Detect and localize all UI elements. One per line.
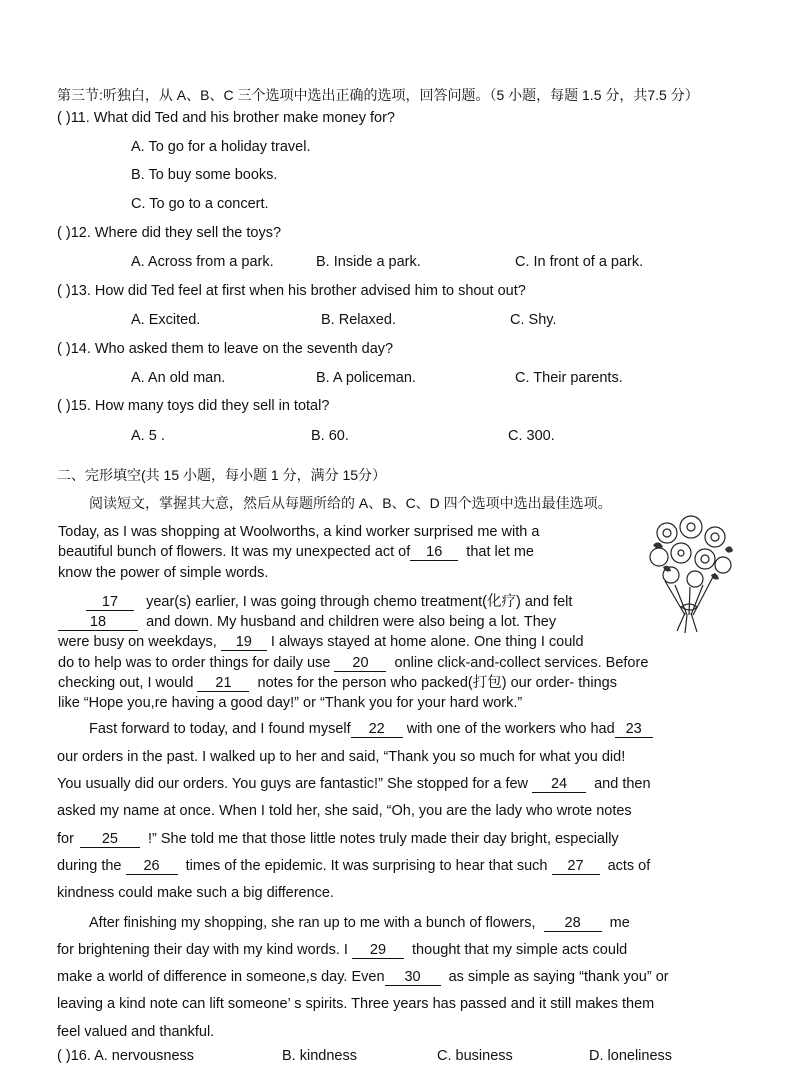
option-a: A. Across from a park. (131, 254, 274, 270)
option-c: C. business (437, 1048, 513, 1064)
option-c: C. Their parents. (515, 370, 623, 386)
passage-line: like “Hope you,re having a good day!” or “Thank you for your hard work.” (58, 695, 523, 711)
passage-line: asked my name at once. When I told her, she said, “Oh, you are the lady who wrote notes (57, 803, 632, 819)
option-a: A. 5 . (131, 428, 165, 444)
answer-paren: ( ) (57, 110, 71, 126)
blank-28[interactable]: 28 (544, 915, 602, 932)
option-a: A. To go for a holiday travel. (131, 139, 311, 155)
flower-bouquet-icon (645, 515, 735, 635)
question-stem: 15. How many toys did they sell in total? (70, 398, 330, 414)
option-b: B. To buy some books. (131, 167, 278, 183)
part-heading: 二、完形填空(共 15 小题，每小题 1 分，满分 15分） (57, 467, 387, 483)
blank-23[interactable]: 23 (615, 721, 653, 738)
blank-30[interactable]: 30 (385, 969, 441, 986)
blank-27[interactable]: 27 (552, 858, 600, 875)
blank-26[interactable]: 26 (126, 858, 178, 875)
passage-line: Fast forward to today, and I found myself 22 with one of the workers who had 23 (89, 720, 653, 738)
question-15 (57, 397, 329, 415)
passage-line: make a world of difference in someone,s day. Even 30 as simple as saying “thank you” or (57, 969, 669, 985)
passage-line: 18 and down. My husband and children were also being a lot. They (58, 613, 556, 631)
question-stem: 13. How did Ted feel at first when his brother advised him to shout out? (70, 283, 526, 299)
option-c: C. In front of a park. (515, 254, 644, 270)
option-c: C. Shy. (510, 312, 557, 328)
passage-line: leaving a kind note can lift someone’ s spirits. Three years has passed and it still makes them (57, 996, 655, 1012)
option-b: B. Relaxed. (321, 312, 396, 328)
question-stem: 14. Who asked them to leave on the seventh day? (70, 341, 394, 357)
blank-21[interactable]: 21 (197, 675, 249, 692)
passage-line: You usually did our orders. You guys are fantastic!” She stopped for a few 24 and then (57, 776, 651, 792)
passage-line: beautiful bunch of flowers. It was my unexpected act of 16 that let me (58, 544, 534, 560)
question-stem: 16. A. nervousness (70, 1048, 195, 1064)
option-a: A. Excited. (131, 312, 201, 328)
instruction: 阅读短文，掌握其大意，然后从每题所给的 A、B、C、D 四个选项中选出最佳选项。 (89, 495, 612, 511)
question-11 (57, 109, 395, 127)
option-b: B. kindness (282, 1048, 357, 1064)
passage-line: After finishing my shopping, she ran up to me with a bunch of flowers, 28 me (89, 915, 630, 931)
section-heading: 第三节:听独白，从 A、B、C 三个选项中选出正确的选项，回答问题。（5 小题，每题 1.5 分，共7.5 分） (57, 87, 699, 103)
blank-29[interactable]: 29 (352, 942, 404, 959)
answer-paren: ( ) (57, 225, 71, 241)
option-d: D. loneliness (589, 1048, 673, 1064)
blank-22[interactable]: 22 (351, 721, 403, 738)
passage-line: for brightening their day with my kind words. I 29 thought that my simple acts could (57, 942, 628, 958)
option-b: B. A policeman. (316, 370, 416, 386)
question-13 (57, 282, 526, 300)
passage-line: our orders in the past. I walked up to her and said, “Thank you so much for what you did! (57, 749, 626, 765)
question-16 (57, 1047, 194, 1065)
blank-18[interactable]: 18 (58, 614, 138, 631)
passage-line: were busy on weekdays, 19 I always stayed at home alone. One thing I could (58, 634, 584, 650)
passage-line: kindness could make such a big difference. (57, 885, 335, 901)
answer-paren: ( ) (57, 398, 71, 414)
passage-line: 17 year(s) earlier, I was going through chemo treatment(化疗) and felt (58, 593, 572, 611)
passage-line: feel valued and thankful. (57, 1024, 215, 1040)
passage-line: checking out, I would 21 notes for the person who packed(打包) our order- things (58, 675, 617, 691)
passage-line: know the power of simple words. (58, 565, 269, 581)
blank-24[interactable]: 24 (532, 776, 586, 793)
question-14 (57, 340, 393, 358)
question-stem: 12. Where did they sell the toys? (70, 225, 282, 241)
passage-line: for 25 !” She told me that those little notes truly made their day bright, especially (57, 831, 619, 847)
option-c: C. 300. (508, 428, 555, 444)
option-c: C. To go to a concert. (131, 196, 269, 212)
option-b: B. Inside a park. (316, 254, 421, 270)
blank-25[interactable]: 25 (80, 831, 140, 848)
blank-17[interactable]: 17 (86, 594, 134, 611)
blank-20[interactable]: 20 (334, 655, 386, 672)
answer-paren: ( ) (57, 1048, 71, 1064)
option-b: B. 60. (311, 428, 349, 444)
question-12 (57, 224, 281, 242)
option-a: A. An old man. (131, 370, 226, 386)
passage-line: do to help was to order things for daily use 20 online click-and-collect services. Before (58, 655, 649, 671)
passage-line: Today, as I was shopping at Woolworths, a kind worker surprised me with a (58, 524, 540, 540)
blank-16[interactable]: 16 (410, 544, 458, 561)
answer-paren: ( ) (57, 283, 71, 299)
passage-line: during the 26 times of the epidemic. It was surprising to hear that such 27 acts of (57, 858, 651, 874)
answer-paren: ( ) (57, 341, 71, 357)
blank-19[interactable]: 19 (221, 634, 267, 651)
question-stem: 11. What did Ted and his brother make money for? (70, 110, 395, 126)
